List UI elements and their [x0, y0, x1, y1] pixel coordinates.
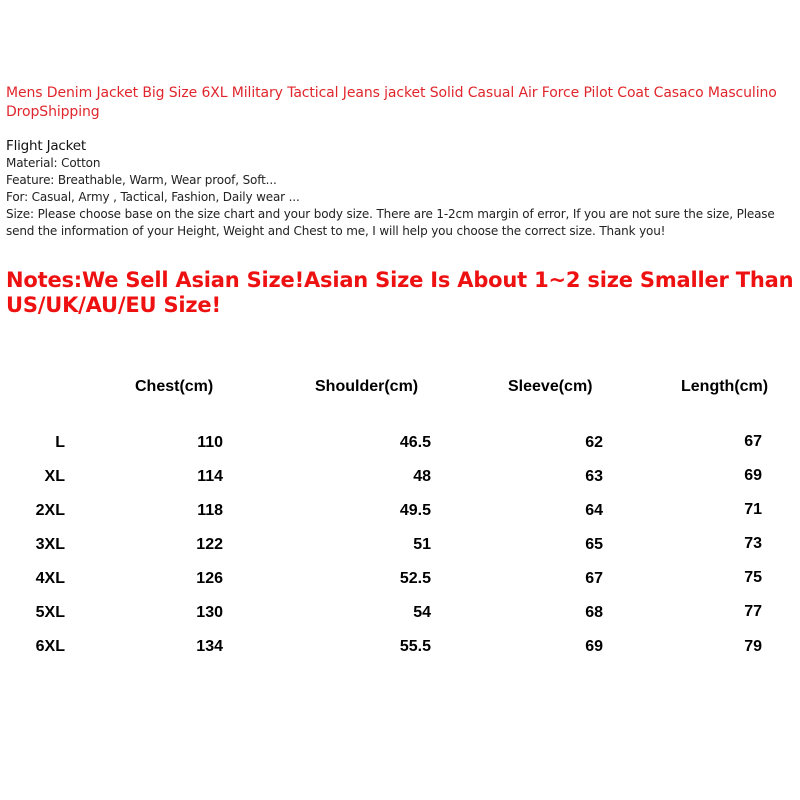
- table-cell-chest: 110: [197, 434, 223, 451]
- table-row-size: XL: [44, 468, 65, 485]
- description-size-note: Size: Please choose base on the size chart and your body size. There are 1-2cm margin of error, If you are not sure the size, Please send the information of your Height, Weight and Chest to me, I will help you choose the correct size. Thank you!: [6, 207, 775, 238]
- table-cell-chest: 130: [196, 604, 223, 621]
- table-cell-chest: 114: [197, 468, 223, 485]
- table-cell-chest: 134: [196, 638, 223, 655]
- table-row-size: 6XL: [35, 638, 65, 655]
- table-cell-chest: 126: [196, 570, 223, 587]
- table-cell-shoulder: 49.5: [399, 502, 431, 519]
- product-description: [6, 137, 798, 240]
- table-cell-sleeve: 67: [585, 570, 603, 587]
- table-cell-length: 79: [744, 638, 762, 655]
- table-cell-length: 69: [744, 467, 762, 484]
- table-row-size: 3XL: [35, 536, 65, 553]
- table-cell-shoulder: 46.5: [399, 434, 431, 451]
- table-cell-chest: 118: [197, 502, 223, 519]
- description-material: Material: Cotton: [6, 156, 101, 170]
- table-cell-sleeve: 68: [585, 604, 603, 621]
- table-cell-shoulder: 55.5: [399, 638, 431, 655]
- table-cell-sleeve: 63: [585, 468, 603, 485]
- description-heading: Flight Jacket: [6, 138, 86, 154]
- table-cell-length: 67: [744, 433, 762, 450]
- asian-size-notice: Notes:We Sell Asian Size!Asian Size Is About 1~2 size Smaller Than US/UK/AU/EU Size!: [6, 268, 794, 317]
- table-row-size: L: [55, 434, 65, 451]
- table-cell-shoulder: 51: [413, 536, 431, 553]
- product-title: Mens Denim Jacket Big Size 6XL Military Tactical Jeans jacket Solid Casual Air Force Pilot Coat Casaco Masculino DropShipping: [6, 85, 777, 120]
- table-cell-shoulder: 54: [413, 604, 431, 621]
- table-cell-length: 75: [744, 569, 762, 586]
- table-row-size: 5XL: [35, 604, 65, 621]
- table-cell-shoulder: 52.5: [399, 570, 431, 587]
- table-cell-chest: 122: [196, 536, 223, 553]
- table-cell-sleeve: 65: [585, 536, 603, 553]
- header-chest: Chest(cm): [135, 378, 214, 395]
- description-feature: Feature: Breathable, Warm, Wear proof, Soft...: [6, 173, 277, 187]
- header-sleeve: Sleeve(cm): [508, 378, 593, 395]
- header-length: Length(cm): [681, 378, 769, 395]
- description-for: For: Casual, Army , Tactical, Fashion, Daily wear ...: [6, 190, 300, 204]
- table-cell-shoulder: 48: [413, 468, 431, 485]
- header-shoulder: Shoulder(cm): [315, 378, 419, 395]
- table-cell-length: 71: [744, 501, 762, 518]
- table-cell-length: 73: [744, 535, 762, 552]
- table-row-size: 2XL: [35, 502, 65, 519]
- table-cell-sleeve: 62: [585, 434, 603, 451]
- table-row-size: 4XL: [35, 570, 65, 587]
- table-cell-sleeve: 64: [585, 502, 603, 519]
- table-cell-length: 77: [744, 603, 762, 620]
- table-cell-sleeve: 69: [585, 638, 603, 655]
